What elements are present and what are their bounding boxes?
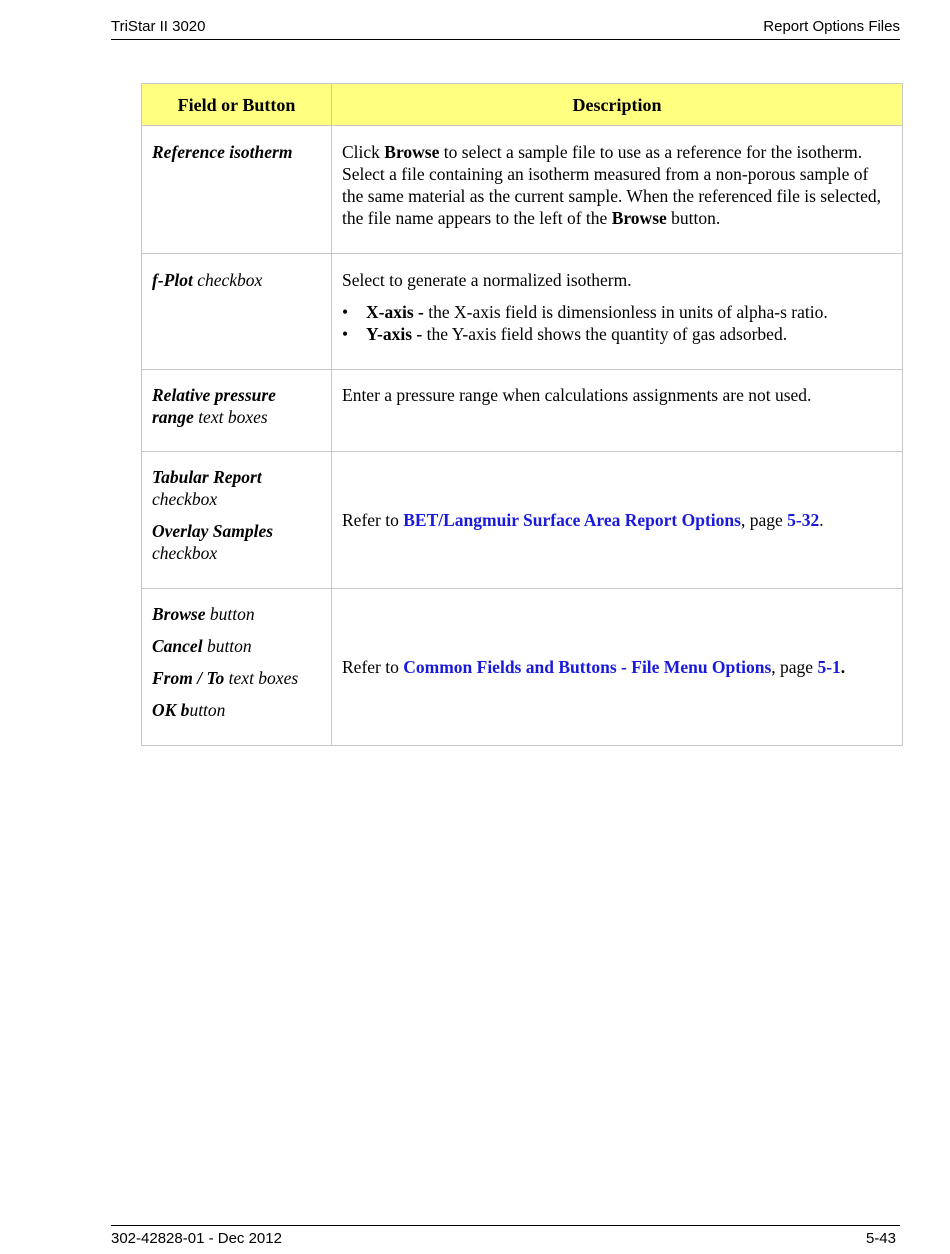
table-row: [142, 126, 903, 254]
description-cell: [332, 452, 903, 589]
field-cell: Browse button Cancel button From / To text boxes OK button: [142, 589, 332, 746]
running-header: [111, 17, 900, 40]
field-f-plot: f-Plot: [152, 270, 193, 290]
table-row: [142, 254, 903, 370]
field-cell: Relative pressure range text boxes: [142, 370, 332, 452]
header-section-title: Report Options Files: [763, 18, 900, 35]
table-row: [142, 370, 903, 452]
description-cell: [332, 370, 903, 452]
bullet: •: [342, 302, 349, 322]
page-link[interactable]: 5-1: [817, 657, 841, 677]
description-text: Refer to Common Fields and Buttons - File Menu Options, page 5-1.: [342, 657, 846, 677]
description-text: Refer to BET/Langmuir Surface Area Report Options, page 5-32.: [342, 510, 824, 530]
column-header-field: Field or Button: [142, 84, 332, 126]
description-cell: [332, 254, 903, 370]
field-cell: [142, 126, 332, 254]
field-tabular-report: Tabular Report: [152, 467, 262, 487]
report-options-table: [141, 83, 903, 746]
field-relative-pressure: Relative pressure: [152, 385, 276, 405]
list-item: • Y-axis - the Y-axis field shows the quantity of gas adsorbed.: [342, 324, 788, 344]
page-link[interactable]: 5-32: [787, 510, 820, 530]
description-cell: [332, 126, 903, 254]
common-fields-link[interactable]: Common Fields and Buttons - File Menu Options: [403, 657, 772, 677]
browse-term: Browse: [384, 142, 440, 162]
running-footer: [111, 1225, 900, 1248]
field-cancel-button: Cancel: [152, 636, 203, 656]
field-cell: Tabular Report checkbox Overlay Samples checkbox: [142, 452, 332, 589]
bet-langmuir-link[interactable]: BET/Langmuir Surface Area Report Options: [403, 510, 741, 530]
field-from-to: From / To: [152, 668, 225, 688]
description-text: Select to generate a normalized isotherm.: [342, 270, 632, 290]
table-header-row: [142, 84, 903, 126]
field-browse-button: Browse: [152, 604, 206, 624]
bullet: •: [342, 324, 349, 344]
description-cell: [332, 589, 903, 746]
field-reference-isotherm: Reference isotherm: [152, 142, 293, 162]
table-row: [142, 589, 903, 746]
page-number: 5-43: [865, 1230, 896, 1247]
column-header-description: Description: [332, 84, 903, 126]
table-row: [142, 452, 903, 589]
list-item: • X-axis - the X-axis field is dimensionless in units of alpha-s ratio.: [342, 302, 828, 322]
header-product-name: TriStar II 3020: [111, 18, 206, 35]
description-text: Click Browse to select a sample file to use as a reference for the isotherm. Select a file containing an isotherm measured from a non-porous sample of the same material as the current sample. When the referenced file is selected, the file name appears to the left of the Browse button.: [342, 142, 882, 228]
field-ok-button: OK b: [152, 700, 190, 720]
browse-term: Browse: [611, 208, 667, 228]
field-cell: f-Plot checkbox: [142, 254, 332, 370]
description-text: Enter a pressure range when calculations assignments are not used.: [342, 385, 812, 405]
field-overlay-samples: Overlay Samples: [152, 521, 274, 541]
footer-document-id: 302-42828-01 - Dec 2012: [111, 1230, 282, 1247]
